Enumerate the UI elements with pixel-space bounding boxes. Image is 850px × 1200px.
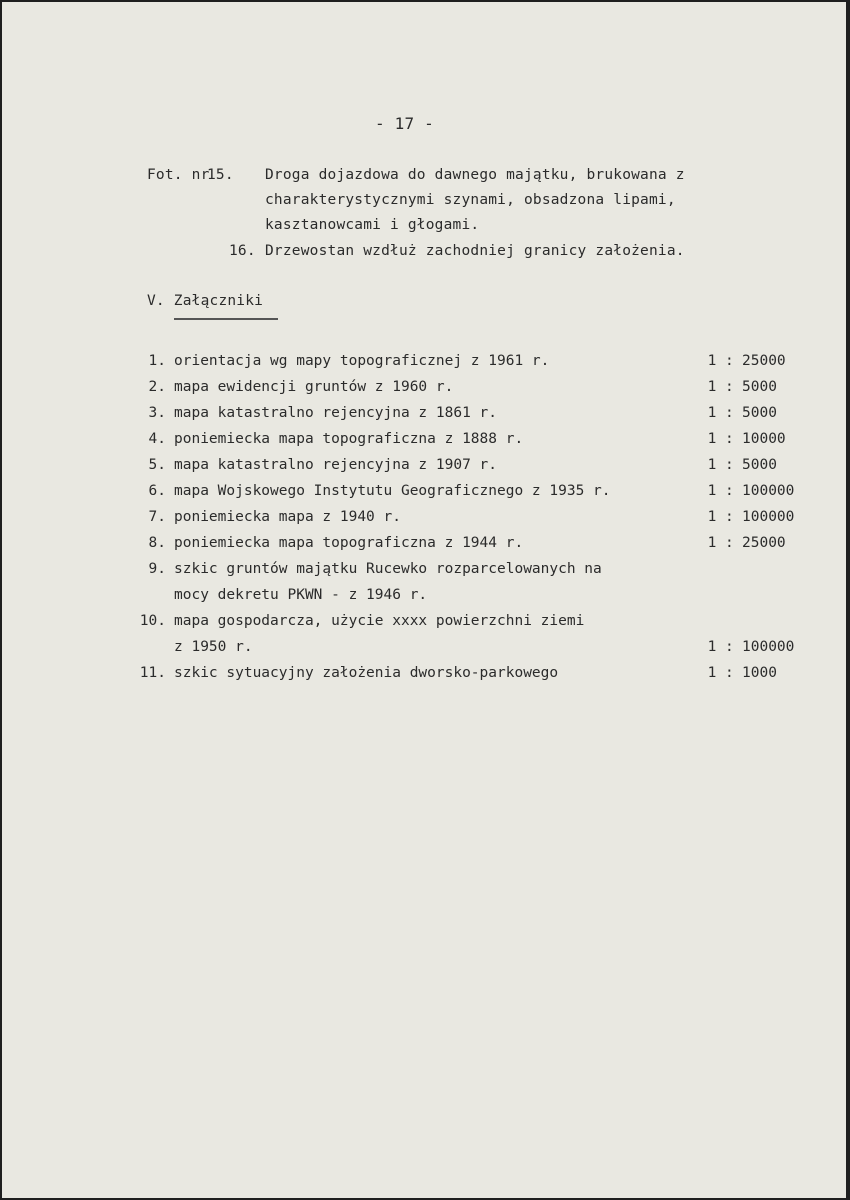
scale-one: 1 — [707, 665, 717, 681]
attachment-description-line: poniemiecka mapa z 1940 r. — [174, 509, 401, 525]
photos-label: Fot. nr — [147, 167, 210, 183]
attachment-description-line: szkic gruntów majątku Rucewko rozparcelowanych na — [174, 561, 602, 577]
scale-value: 25000 — [742, 353, 786, 369]
attachment-description-line: mapa katastralno rejencyjna z 1861 r. — [174, 405, 498, 421]
scale-one: 1 — [707, 483, 717, 499]
attachment-number: 1. — [148, 353, 166, 369]
attachment-number: 10. — [139, 613, 166, 629]
attachment-description-line: z 1950 r. — [174, 639, 253, 655]
scale-colon: : — [725, 431, 734, 447]
scale-colon: : — [725, 379, 734, 395]
attachment-description-line: szkic sytuacyjny założenia dworsko-parkowego — [174, 665, 559, 681]
attachment-number: 3. — [148, 405, 166, 421]
scale-value: 100000 — [742, 509, 795, 525]
scale-one: 1 — [707, 379, 717, 395]
attachment-number: 7. — [148, 509, 166, 525]
photo-number: 16. — [229, 243, 256, 259]
photo-caption-line: kasztanowcami i głogami. — [265, 217, 480, 233]
scale-one: 1 — [707, 431, 717, 447]
scale-value: 25000 — [742, 535, 786, 551]
attachment-number: 9. — [148, 561, 166, 577]
scale-colon: : — [725, 535, 734, 551]
photo-caption-line: Droga dojazdowa do dawnego majątku, brukowana z — [265, 167, 685, 183]
photo-number: 15. — [207, 167, 234, 183]
attachment-description-line: mapa ewidencji gruntów z 1960 r. — [174, 379, 454, 395]
scale-value: 1000 — [742, 665, 777, 681]
scale-value: 10000 — [742, 431, 786, 447]
scale-one: 1 — [707, 535, 717, 551]
attachment-description-line: mocy dekretu PKWN - z 1946 r. — [174, 587, 428, 603]
attachment-description-line: mapa katastralno rejencyjna z 1907 r. — [174, 457, 498, 473]
attachment-description-line: orientacja wg mapy topograficznej z 1961 r. — [174, 353, 550, 369]
scale-value: 100000 — [742, 483, 795, 499]
attachment-number: 8. — [148, 535, 166, 551]
document-page — [2, 2, 846, 1198]
scale-one: 1 — [707, 457, 717, 473]
attachment-number: 6. — [148, 483, 166, 499]
scale-value: 100000 — [742, 639, 795, 655]
page-number: - 17 - — [375, 114, 434, 133]
attachment-number: 11. — [139, 665, 166, 681]
scale-one: 1 — [707, 509, 717, 525]
attachment-number: 4. — [148, 431, 166, 447]
scale-one: 1 — [707, 353, 717, 369]
attachment-description-line: mapa gospodarcza, użycie xxxx powierzchni ziemi — [174, 613, 585, 629]
attachment-description-line: poniemiecka mapa topograficzna z 1888 r. — [174, 431, 524, 447]
scale-colon: : — [725, 353, 734, 369]
scale-colon: : — [725, 457, 734, 473]
photo-caption-line: Drzewostan wzdłuż zachodniej granicy założenia. — [265, 243, 685, 259]
scale-colon: : — [725, 639, 734, 655]
attachment-description-line: mapa Wojskowego Instytutu Geograficznego z 1935 r. — [174, 483, 611, 499]
attachment-description-line: poniemiecka mapa topograficzna z 1944 r. — [174, 535, 524, 551]
scale-value: 5000 — [742, 457, 777, 473]
heading-underline — [174, 318, 278, 320]
sheet-edge — [846, 0, 850, 1200]
section-heading: V. Załączniki — [147, 293, 264, 309]
scale-value: 5000 — [742, 379, 777, 395]
scale-colon: : — [725, 405, 734, 421]
photo-caption-line: charakterystycznymi szynami, obsadzona lipami, — [265, 192, 676, 208]
attachment-number: 5. — [148, 457, 166, 473]
scale-colon: : — [725, 665, 734, 681]
scale-colon: : — [725, 509, 734, 525]
scale-one: 1 — [707, 405, 717, 421]
scale-value: 5000 — [742, 405, 777, 421]
attachment-number: 2. — [148, 379, 166, 395]
scale-one: 1 — [707, 639, 717, 655]
scale-colon: : — [725, 483, 734, 499]
